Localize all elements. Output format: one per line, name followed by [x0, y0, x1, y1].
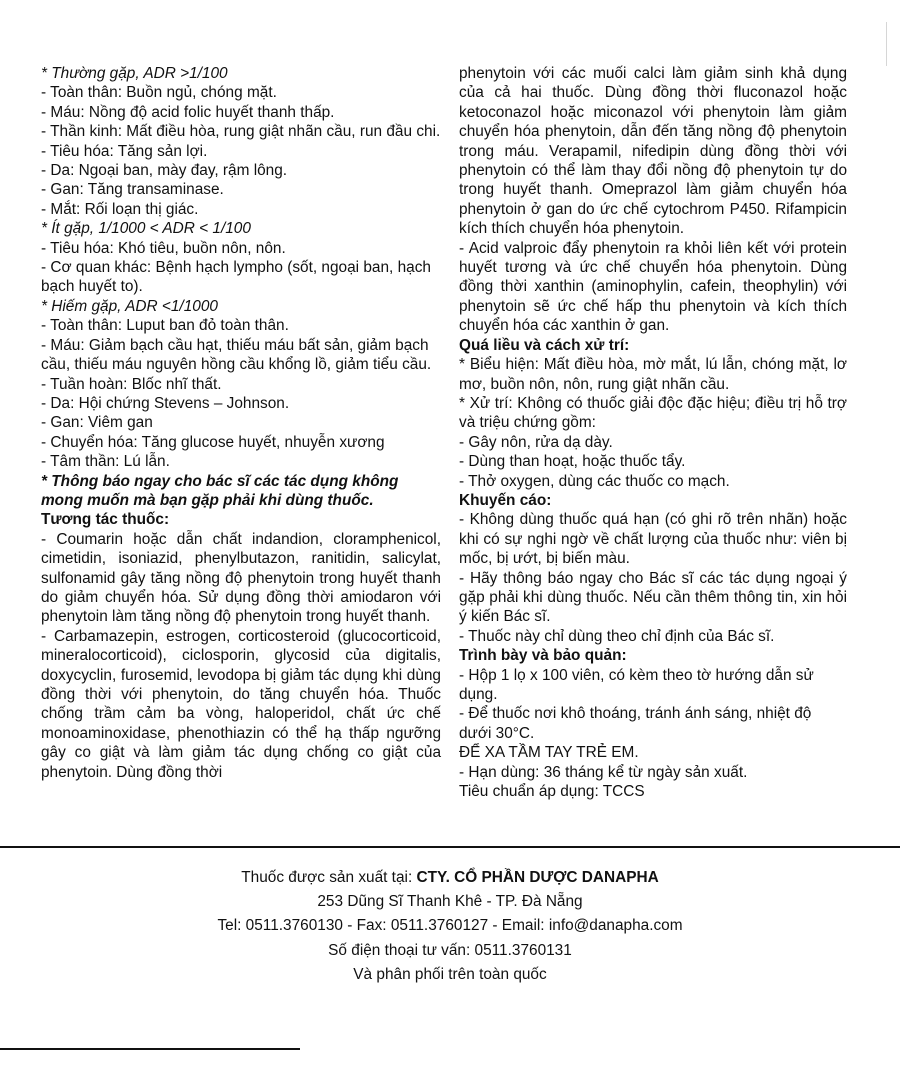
manufacturer-line — [0, 866, 900, 890]
left-column-paragraph: * Thông báo ngay cho bác sĩ các tác dụng không mong muốn mà bạn gặp phải khi dùng thuốc. — [41, 472, 399, 509]
footer-divider-line — [0, 846, 900, 848]
right-column-paragraph: * Biểu hiện: Mất điều hòa, mờ mắt, lú lẫn, chóng mặt, lơ mơ, buồn nôn, nôn, rung giật nhãn cầu. — [459, 356, 847, 393]
left-column-paragraph: - Máu: Giảm bạch cầu hạt, thiếu máu bất sản, giảm bạch cầu, thiếu máu nguyên hồng cầu khổng lồ, giảm tiểu cầu. — [41, 336, 432, 374]
right-column-paragraph: Trình bày và bảo quản: — [459, 647, 627, 665]
right-column-paragraph: Quá liều và cách xử trí: — [459, 336, 630, 354]
distribution-note: Và phân phối trên toàn quốc — [353, 965, 547, 983]
right-column-paragraph: ĐỂ XA TẦM TAY TRẺ EM. — [459, 744, 639, 762]
right-column-paragraph: * Xử trí: Không có thuốc giải độc đặc hiệu; điều trị hỗ trợ và triệu chứng gồm: — [459, 394, 847, 432]
left-column-paragraph: - Tâm thần: Lú lẫn. — [41, 453, 170, 471]
right-column-paragraph: phenytoin với các muối calci làm giảm sinh khả dụng của cả hai thuốc. Dùng đồng thời fluconazol hoặc ketoconazol hoặc miconazol với phenytoin làm giảm chuyển hóa phenytoin, dẫn đến tăng nồng độ phenytoin trong máu. Verapamil, nifedipin dùng đồng thời với phenytoin có thể làm thay đổi nồng độ phenytoin tự do trong huyết thanh. Omeprazol làm giảm chuyển hóa phenytoin ở gan do ức chế cytochrom P450. Rifampicin kích thích chuyển hóa phenytoin. — [459, 65, 847, 238]
left-column-paragraph: - Cơ quan khác: Bệnh hạch lympho (sốt, ngoại ban, hạch bạch huyết to). — [41, 259, 431, 296]
consultation-hotline: Số điện thoại tư vấn: 0511.3760131 — [328, 941, 572, 959]
left-column-paragraph: * Thường gặp, ADR >1/100 — [41, 65, 228, 82]
left-column-paragraph: - Toàn thân: Luput ban đỏ toàn thân. — [41, 317, 289, 335]
left-column-paragraph: - Chuyển hóa: Tăng glucose huyết, nhuyễn xương — [41, 433, 385, 451]
manufacturer-label: Thuốc được sản xuất tại: — [241, 869, 417, 886]
left-column-paragraph: - Gan: Viêm gan — [41, 414, 153, 432]
right-column-paragraph: Tiêu chuẩn áp dụng: TCCS — [459, 783, 645, 801]
right-column-paragraph: - Hãy thông báo ngay cho Bác sĩ các tác dụng ngoại ý gặp phải khi dùng thuốc. Nếu cần thêm thông tin, xin hỏi ý kiến Bác sĩ. — [459, 569, 847, 626]
left-column-paragraph: - Gan: Tăng transaminase. — [41, 181, 224, 199]
right-column — [459, 64, 847, 801]
left-column-paragraph: - Tiêu hóa: Tăng sản lợi. — [41, 142, 208, 160]
right-column-paragraph: - Gây nôn, rửa dạ dày. — [459, 433, 613, 451]
scan-edge-mark — [886, 22, 887, 66]
left-column-paragraph: - Da: Ngoại ban, mày đay, rậm lông. — [41, 162, 288, 180]
left-column-paragraph: - Thần kinh: Mất điều hòa, rung giật nhãn cầu, run đầu chi. — [41, 123, 441, 141]
right-column-paragraph: - Thuốc này chỉ dùng theo chỉ định của Bác sĩ. — [459, 627, 775, 645]
left-column-paragraph: - Máu: Nồng độ acid folic huyết thanh thấp. — [41, 103, 335, 121]
left-column-paragraph: - Mắt: Rối loạn thị giác. — [41, 200, 199, 218]
bottom-rule-line — [0, 1048, 300, 1050]
right-column-paragraph: - Không dùng thuốc quá hạn (có ghi rõ trên nhãn) hoặc khi có sự nghi ngờ về chất lượng của thuốc như: viên bị mốc, bị ướt, bị biến màu. — [459, 511, 847, 568]
right-column-paragraph: - Thở oxygen, dùng các thuốc co mạch. — [459, 472, 730, 490]
right-column-paragraph: Khuyến cáo: — [459, 491, 552, 509]
left-column — [41, 64, 441, 782]
right-column-paragraph: - Để thuốc nơi khô thoáng, tránh ánh sáng, nhiệt độ dưới 30°C. — [459, 705, 812, 742]
left-column-paragraph: Tương tác thuốc: — [41, 511, 170, 529]
left-column-paragraph: - Tuần hoàn: Blốc nhĩ thất. — [41, 375, 222, 393]
left-column-paragraph: - Coumarin hoặc dẫn chất indandion, cloramphenicol, cimetidin, isoniazid, phenylbutazon, ranitidin, salicylat, sulfonamid gây tăng nồng độ phenytoin trong huyết thanh do giảm chuyển hóa. Sử dụng đồng thời amiodaron với phenytoin làm tăng nồng độ phenytoin trong huyết thanh. — [41, 530, 441, 626]
manufacturer-address: 253 Dũng Sĩ Thanh Khê - TP. Đà Nẵng — [317, 893, 583, 911]
left-column-paragraph: - Carbamazepin, estrogen, corticosteroid (glucocorticoid, mineralocorticoid), ciclosporin, glycosid của digitalis, doxycyclin, furosemid, levodopa bị giảm tác dụng khi dùng đồng thời với phenytoin, do tăng chuyển hóa. Thuốc chống trầm cảm ba vòng, haloperidol, chất ức chế monoaminoxidase, phenothiazin có thể hạ thấp ngưỡng gây co giật và làm giảm tác dụng chống co giật của phenytoin. Dùng đồng thời — [41, 627, 441, 781]
left-column-paragraph: * Ít gặp, 1/1000 < ADR < 1/100 — [41, 220, 251, 238]
left-column-paragraph: - Da: Hội chứng Stevens – Johnson. — [41, 394, 290, 412]
manufacturer-contact: Tel: 0511.3760130 - Fax: 0511.3760127 - Email: info@danapha.com — [217, 917, 683, 935]
manufacturer-footer — [0, 866, 900, 987]
manufacturer-name: CTY. CỔ PHẦN DƯỢC DANAPHA — [416, 869, 659, 886]
left-column-paragraph: * Hiếm gặp, ADR <1/1000 — [41, 297, 218, 315]
right-column-paragraph: - Hộp 1 lọ x 100 viên, có kèm theo tờ hướng dẫn sử dụng. — [459, 666, 814, 703]
right-column-paragraph: - Acid valproic đẩy phenytoin ra khỏi liên kết với protein huyết tương và ức chế chuyển hóa phenytoin. Dùng đồng thời xanthin (aminophylin, cafein, theophylin) với phenytoin sẽ ức chế hấp thu phenytoin và kích thích chuyển hóa các xanthin ở gan. — [459, 239, 847, 335]
right-column-paragraph: - Hạn dùng: 36 tháng kể từ ngày sản xuất. — [459, 763, 748, 781]
right-column-paragraph: - Dùng than hoạt, hoặc thuốc tẩy. — [459, 453, 686, 471]
left-column-paragraph: - Tiêu hóa: Khó tiêu, buồn nôn, nôn. — [41, 239, 286, 257]
left-column-paragraph: - Toàn thân: Buồn ngủ, chóng mặt. — [41, 84, 277, 102]
